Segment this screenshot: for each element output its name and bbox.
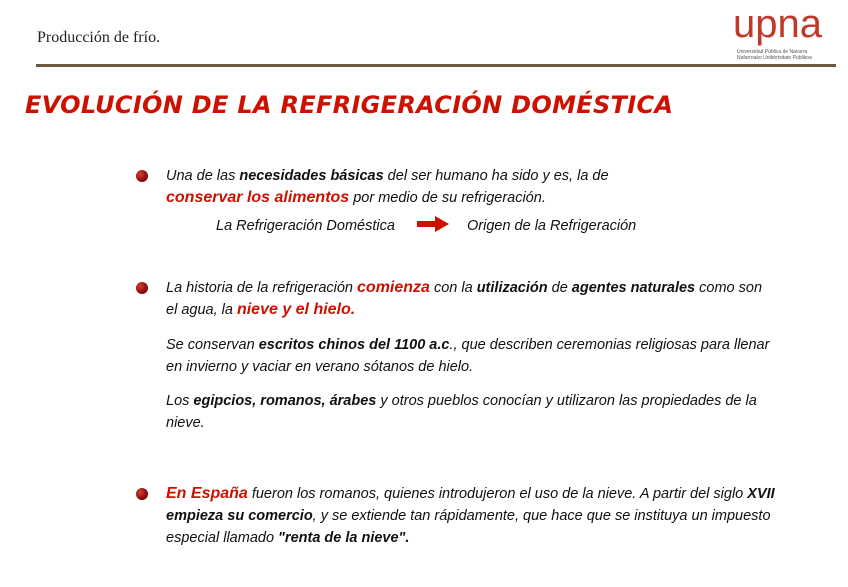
- bold-run: utilización: [476, 280, 548, 296]
- bullet-dot-icon: [136, 282, 148, 294]
- bold-run: agentes naturales: [571, 280, 696, 296]
- bullet-2-para-3: [166, 390, 776, 434]
- logo-subtitle-eu: Nafarroako Unibertsitate Publikoa: [737, 55, 812, 61]
- logo-subtitle-es: Universidad Pública de Navarra: [737, 49, 808, 55]
- text-run: , y se extiende tan rápidamente, que hace que se instituya un impuesto especial llamado: [166, 508, 771, 546]
- bold-run: egipcios, romanos, árabes: [193, 393, 377, 409]
- bullet-1-text: [166, 165, 776, 209]
- bullet-dot-icon: [136, 170, 148, 182]
- bold-run: XVII empieza su comercio: [166, 486, 775, 524]
- text-run: con la: [429, 280, 477, 296]
- bold-run: "renta de la nieve".: [278, 530, 410, 546]
- text-run: y otros pueblos conocían y utilizaron las propiedades de la nieve.: [166, 393, 757, 431]
- arrow-left-label: La Refrigeración Doméstica: [216, 218, 395, 234]
- bullet-dot-icon: [136, 488, 148, 500]
- bold-run: escritos chinos del 1100 a.c: [258, 337, 450, 353]
- text-run: por medio de su refrigeración.: [349, 190, 546, 206]
- bullet-2-para-2: [166, 334, 776, 378]
- bullet-2-text: [166, 277, 776, 321]
- arrow-right-label: Origen de la Refrigeración: [466, 218, 637, 234]
- bullet-3-text: [166, 483, 776, 549]
- upna-logo: [723, 4, 833, 66]
- highlight-run: comienza: [357, 279, 430, 296]
- header-divider: [36, 64, 836, 67]
- text-run: como son el agua, la: [166, 280, 763, 318]
- slide-title: EVOLUCIÓN DE LA REFRIGERACIÓN DOMÉSTICA: [25, 91, 674, 119]
- text-run: Una de las: [166, 168, 240, 184]
- bold-run: necesidades básicas: [239, 168, 384, 184]
- text-run: Se conservan: [166, 337, 259, 353]
- text-run: del ser humano ha sido y es, la de: [383, 168, 609, 184]
- text-run: La historia de la refrigeración: [166, 280, 358, 296]
- highlight-run: conservar los alimentos: [166, 189, 350, 206]
- course-title: Producción de frío.: [37, 29, 161, 46]
- arrow-relation: [216, 216, 636, 236]
- highlight-run: En España: [166, 485, 248, 502]
- text-run: fueron los romanos, quienes introdujeron el uso de la nieve. A partir del siglo: [247, 486, 748, 502]
- text-run: ., que describen ceremonias religiosas para llenar en invierno y vaciar en verano sótanos de hielo.: [166, 337, 770, 375]
- text-run: Los: [166, 393, 194, 409]
- highlight-run: nieve y el hielo.: [236, 301, 356, 318]
- right-arrow-icon: [417, 216, 449, 236]
- logo-wordmark: upna: [733, 2, 822, 46]
- text-run: de: [547, 280, 572, 296]
